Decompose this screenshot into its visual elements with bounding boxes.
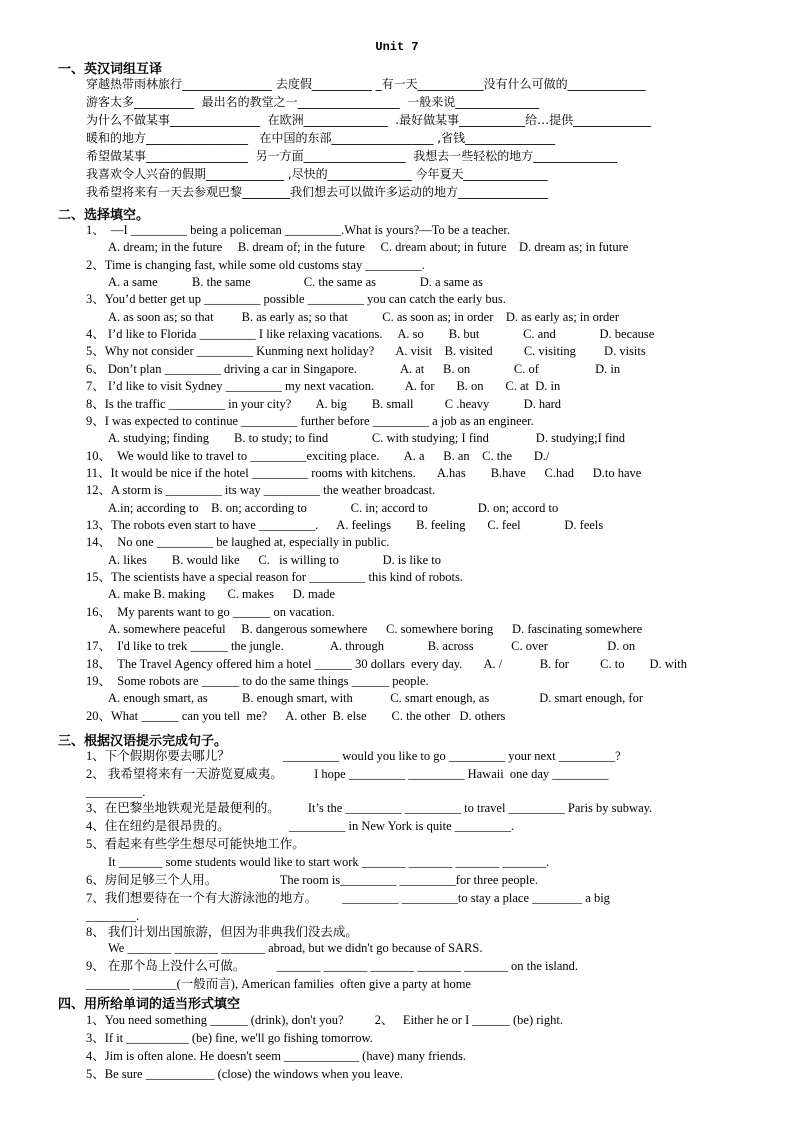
- part1-line: 我喜欢令人兴奋的假期_____________ ,尽快的______________ 今年夏天______________: [86, 167, 548, 181]
- part4-line: 4、Jim is often alone. He doesn't seem ____________ (have) many friends.: [86, 1049, 466, 1063]
- part2-line: 3、You’d better get up _________ possible _________ you can catch the early bus.: [86, 292, 506, 306]
- part3-line: 3、在巴黎坐地铁观光是最便利的。 It’s the _________ _________ to travel _________ Paris by subway.: [86, 801, 653, 815]
- part3-line: ________.: [86, 909, 140, 923]
- part2-line: 18、 The Travel Agency offered him a hotel ______ 30 dollars every day. A. / B. for C. to D. with: [86, 657, 687, 671]
- part2-line: A. a same B. the same C. the same as D. a same as: [108, 275, 483, 289]
- part3-line: 9、 在那个岛上没什么可做。 _______ _______ _______ _______ _______ on the island.: [86, 959, 579, 973]
- part2-line: 16、 My parents want to go ______ on vacation.: [86, 605, 335, 619]
- part2-line: A.in; according to B. on; according to C. in; accord to D. on; accord to: [108, 501, 559, 515]
- part2-line: 19、 Some robots are ______ to do the same things ______ people.: [86, 674, 429, 688]
- part3-line: _______ _______(一般而言), American families often give a party at home: [86, 977, 471, 991]
- part2-line: A. dream; in the future B. dream of; in the future C. dream about; in future D. dream as; in future: [108, 240, 629, 254]
- part2-line: 7、 I’d like to visit Sydney _________ my next vacation. A. for B. on C. at D. in: [86, 379, 561, 393]
- part2-line: A. make B. making C. makes D. made: [108, 587, 336, 601]
- part3-line: 4、住在纽约是很昂贵的。 _________ in New York is quite _________.: [86, 819, 515, 833]
- part2-line: 20、What ______ can you tell me? A. other B. else C. the other D. others: [86, 709, 506, 723]
- part2-line: 9、I was expected to continue _________ further before _________ a job as an engineer.: [86, 414, 534, 428]
- section-heading-2: 二、选择填空。: [58, 208, 150, 223]
- part2-line: 4、 I’d like to Florida _________ I like relaxing vacations. A. so B. but C. and D. because: [86, 327, 655, 341]
- part2-line: A. enough smart, as B. enough smart, with C. smart enough, as D. smart enough, for: [108, 691, 644, 705]
- part3-line: 5、看起来有些学生想尽可能快地工作。: [86, 837, 305, 851]
- part3-line: 1、下个假期你要去哪儿？ _________ would you like to go _________ your next _________?: [86, 749, 621, 763]
- part2-line: 8、Is the traffic _________ in your city? A. big B. small C .heavy D. hard: [86, 397, 562, 411]
- part3-line: _________.: [86, 785, 146, 799]
- part3-line: 8、 我们计划出国旅游，但因为非典我们没去成。: [86, 925, 358, 939]
- part3-line: 2、 我希望将来有一天游览夏威夷。 I hope _________ _________ Hawaii one day _________: [86, 767, 609, 781]
- part4-line: 1、You need something ______ (drink), don't you? 2、 Either he or I ______ (be) right.: [86, 1013, 563, 1027]
- part1-line: 暖和的地方_________________ 在中国的东部_________________ ,省钱_______________: [86, 131, 556, 145]
- page-title: Unit 7: [375, 40, 419, 54]
- part2-line: 5、Why not consider _________ Kunming next holiday? A. visit B. visited C. visiting D. visits: [86, 344, 646, 358]
- section-heading-1: 一、英汉词组互译: [58, 62, 163, 77]
- part3-line: We _______ _______ _______ abroad, but we didn't go because of SARS.: [108, 941, 483, 955]
- part3-line: 6、房间足够三个人用。 The room is_________ _________for three people.: [86, 873, 539, 887]
- part1-line: 希望做某事_________________ 另一方面_________________ 我想去一些轻松的地方______________: [86, 149, 618, 163]
- part2-line: 12、A storm is _________ its way _________ the weather broadcast.: [86, 483, 436, 497]
- part3-line: 7、我们想要待在一个有大游泳池的地方。 _________ _________to stay a place ________ a big: [86, 891, 610, 905]
- part2-line: 11、It would be nice if the hotel _________ rooms with kitchens. A.has B.have C.had D.to have: [86, 466, 642, 480]
- part1-line: 游客太多__________ 最出名的教堂之一_________________ 一般来说______________: [86, 95, 540, 109]
- part2-line: 13、The robots even start to have _________. A. feelings B. feeling C. feel D. feels: [86, 518, 604, 532]
- part2-line: 2、Time is changing fast, while some old customs stay _________.: [86, 258, 425, 272]
- section-heading-4: 四、用所给单词的适当形式填空: [58, 997, 241, 1012]
- part3-line: It _______ some students would like to start work _______ _______ _______ _______.: [108, 855, 550, 869]
- part2-line: 17、 I'd like to trek ______ the jungle. A. through B. across C. over D. on: [86, 639, 636, 653]
- part4-line: 3、If it __________ (be) fine, we'll go fishing tomorrow.: [86, 1031, 373, 1045]
- part2-line: 10、 We would like to travel to _________exciting place. A. a B. an C. the D./: [86, 449, 550, 463]
- part4-line: 5、Be sure ___________ (close) the windows when you leave.: [86, 1067, 403, 1081]
- part2-line: 1、 —I _________ being a policeman _________.What is yours?—To be a teacher.: [86, 223, 511, 237]
- part2-line: 6、 Don’t plan _________ driving a car in Singapore. A. at B. on C. of D. in: [86, 362, 621, 376]
- section-heading-3: 三、根据汉语提示完成句子。: [58, 734, 228, 749]
- part2-line: A. as soon as; so that B. as early as; so that C. as soon as; in order D. as early as; in order: [108, 310, 620, 324]
- part1-line: 为什么不做某事_______________ 在欧洲______________ .最好做某事___________给…提供_____________: [86, 113, 652, 127]
- part2-line: A. likes B. would like C. is willing to D. is like to: [108, 553, 441, 567]
- part2-line: A. studying; finding B. to study; to find C. with studying; I find D. studying;I find: [108, 431, 626, 445]
- part1-line: 我希望将来有一天去参观巴黎________我们想去可以做许多运动的地方_______________: [86, 185, 549, 199]
- part1-line: 穿越热带雨林旅行_______________ 去度假__________ _有一天___________没有什么可做的_____________: [86, 77, 646, 91]
- part2-line: A. somewhere peaceful B. dangerous somewhere C. somewhere boring D. fascinating somewhere: [108, 622, 643, 636]
- part2-line: 15、The scientists have a special reason for _________ this kind of robots.: [86, 570, 464, 584]
- part2-line: 14、 No one _________ be laughed at, especially in public.: [86, 535, 390, 549]
